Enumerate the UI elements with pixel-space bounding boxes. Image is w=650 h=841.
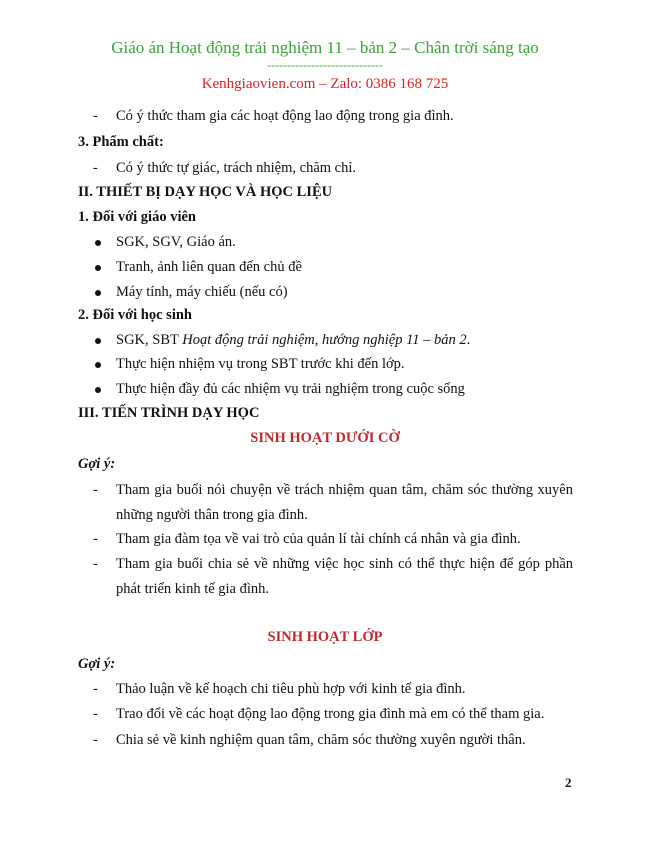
dash-marker: - <box>93 531 98 547</box>
list-item: Có ý thức tham gia các hoạt động lao động trong gia đình. <box>116 108 454 124</box>
list-item-end: . <box>466 332 471 348</box>
header-subtitle: Kenhgiaovien.com – Zalo: 0386 168 725 <box>201 76 449 92</box>
book-title: Hoạt động trải nghiệm, hướng nghiệp 11 – bản 2 <box>182 332 467 348</box>
bullet-icon <box>95 265 101 271</box>
list-item: Có ý thức tự giác, trách nhiệm, chăm chỉ. <box>116 160 356 176</box>
pham-chat-heading: 3. Phẩm chất: <box>78 134 164 150</box>
list-item <box>116 331 470 349</box>
hint-label: Gợi ý: <box>78 456 116 472</box>
gv-heading: 1. Đối với giáo viên <box>78 209 196 225</box>
dash-marker: - <box>93 706 98 722</box>
list-item: Trao đổi về các hoạt động lao động trong gia đình mà em có thể tham gia. <box>116 706 545 722</box>
dash-marker: - <box>93 556 98 572</box>
list-item: Chia sẻ về kinh nghiệm quan tâm, chăm sóc thường xuyên người thân. <box>116 732 526 748</box>
header-separator: ----------------------------- <box>267 58 383 72</box>
bullet-icon <box>95 362 101 368</box>
list-item: SGK, SGV, Giáo án. <box>116 234 236 250</box>
section-heading: III. TIẾN TRÌNH DẠY HỌC <box>78 405 260 421</box>
dash-marker: - <box>93 732 98 748</box>
list-item: Tranh, ảnh liên quan đến chủ đề <box>116 259 302 275</box>
bullet-icon <box>95 290 101 296</box>
bullet-icon <box>95 387 101 393</box>
dash-marker: - <box>93 482 98 498</box>
list-item: Máy tính, máy chiếu (nếu có) <box>116 284 288 300</box>
section-title: SINH HOẠT LỚP <box>267 629 383 645</box>
page-number: 2 <box>565 775 572 790</box>
bullet-icon <box>95 338 101 344</box>
dash-marker: - <box>93 681 98 697</box>
list-item-text: SGK, SBT <box>116 332 183 348</box>
list-item: Tham gia buổi chia sẻ về những việc học sinh có thể thực hiện để góp phần <box>116 556 573 572</box>
dash-marker: - <box>93 108 98 124</box>
list-item-continuation: những người thân trong gia đình. <box>116 507 308 523</box>
list-item: Tham gia đàm tọa về vai trò của quản lí tài chính cá nhân và gia đình. <box>116 531 521 547</box>
list-item: Thực hiện nhiệm vụ trong SBT trước khi đến lớp. <box>116 356 405 372</box>
section-heading: II. THIẾT BỊ DẠY HỌC VÀ HỌC LIỆU <box>78 184 333 200</box>
list-item: Thực hiện đầy đủ các nhiệm vụ trải nghiệm trong cuộc sống <box>116 381 465 397</box>
bullet-icon <box>95 240 101 246</box>
list-item: Tham gia buổi nói chuyện về trách nhiệm quan tâm, chăm sóc thường xuyên <box>116 482 573 498</box>
hint-label: Gợi ý: <box>78 656 116 672</box>
header-title: Giáo án Hoạt động trải nghiệm 11 – bản 2 – Chân trời sáng tạo <box>111 38 539 57</box>
list-item: Thảo luận về kế hoạch chi tiêu phù hợp với kinh tế gia đình. <box>116 681 466 697</box>
section-title: SINH HOẠT DƯỚI CỜ <box>250 430 400 446</box>
hs-heading: 2. Đối với học sinh <box>78 307 192 323</box>
list-item-continuation: phát triển kinh tế gia đình. <box>116 581 270 597</box>
dash-marker: - <box>93 160 98 176</box>
